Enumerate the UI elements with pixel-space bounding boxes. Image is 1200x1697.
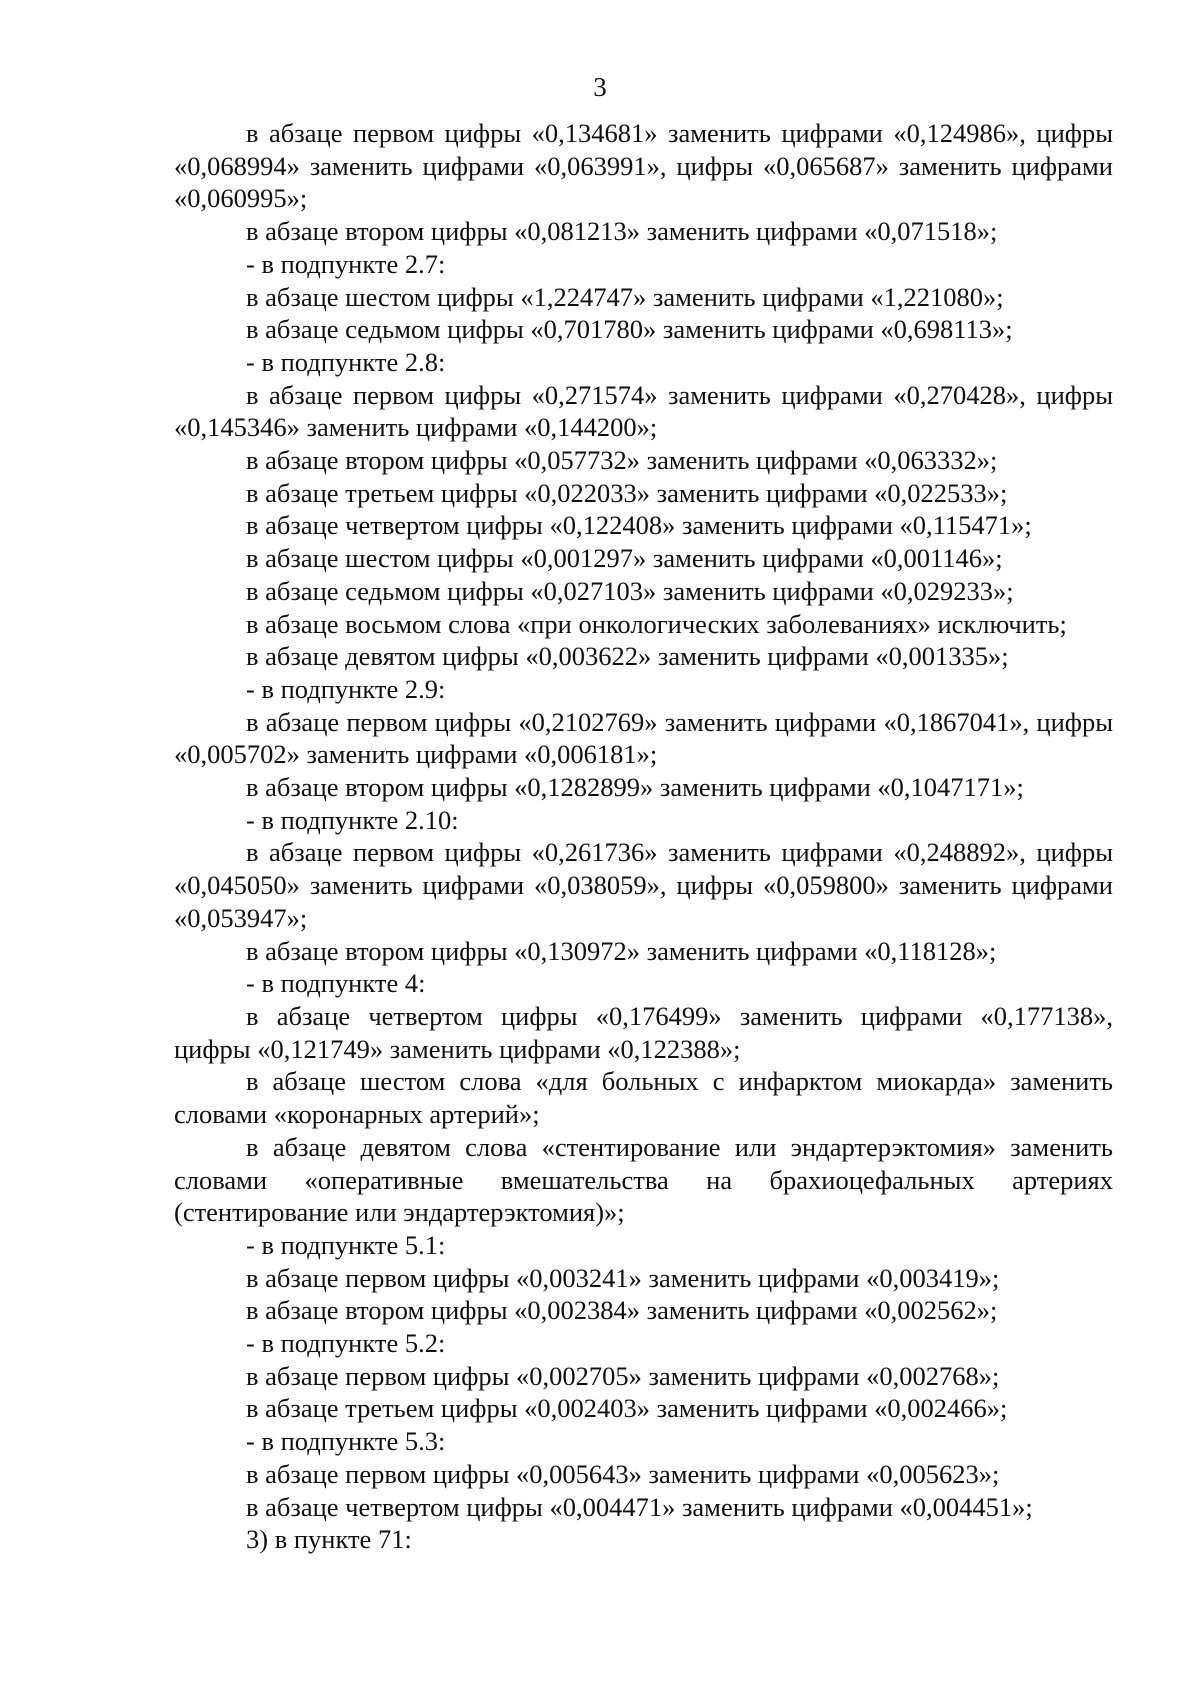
paragraph: в абзаце девятом цифры «0,003622» заменить цифрами «0,001335»;	[246, 641, 1009, 672]
paragraph: - в подпункте 5.1:	[246, 1229, 446, 1260]
paragraph: в абзаце шестом цифры «1,224747» заменить цифрами «1,221080»;	[246, 281, 1004, 312]
paragraph: - в подпункте 2.7:	[246, 248, 446, 279]
paragraph: в абзаце втором цифры «0,081213» заменить цифрами «0,071518»;	[246, 216, 998, 247]
paragraph: в абзаце шестом слова «для больных с инфарктом миокарда» заменить словами «коронарных артерий»;	[174, 1066, 1113, 1130]
paragraph: в абзаце первом цифры «0,002705» заменить цифрами «0,002768»;	[246, 1360, 1000, 1391]
paragraph: - в подпункте 4:	[246, 968, 426, 999]
paragraph: в абзаце первом цифры «0,2102769» заменить цифрами «0,1867041», цифры «0,005702» заменить цифрами «0,006181»;	[174, 706, 1113, 770]
paragraph: в абзаце седьмом цифры «0,027103» заменить цифрами «0,029233»;	[246, 575, 1014, 606]
paragraph: в абзаце восьмом слова «при онкологических заболеваниях» исключить;	[246, 608, 1067, 639]
paragraph: - в подпункте 5.2:	[246, 1328, 446, 1359]
paragraph: в абзаце четвертом цифры «0,122408» заменить цифрами «0,115471»;	[246, 510, 1032, 541]
paragraph: в абзаце девятом слова «стентирование или эндартерэктомия» заменить словами «оперативные вмешательства на брахиоцефальных артериях (стентирование или эндартерэктомия)»;	[174, 1131, 1113, 1228]
paragraph: в абзаце втором цифры «0,1282899» заменить цифрами «0,1047171»;	[246, 772, 1024, 803]
paragraph: в абзаце четвертом цифры «0,176499» заменить цифрами «0,177138», цифры «0,121749» заменить цифрами «0,122388»;	[174, 1000, 1113, 1064]
paragraph: в абзаце первом цифры «0,005643» заменить цифрами «0,005623»;	[246, 1458, 1000, 1489]
paragraph: в абзаце третьем цифры «0,002403» заменить цифрами «0,002466»;	[246, 1393, 1008, 1424]
paragraph: - в подпункте 5.3:	[246, 1426, 446, 1457]
paragraph: - в подпункте 2.8:	[246, 346, 446, 377]
paragraph: 3) в пункте 71:	[246, 1524, 412, 1555]
paragraph: в абзаце шестом цифры «0,001297» заменить цифрами «0,001146»;	[246, 543, 1003, 574]
paragraph: в абзаце четвертом цифры «0,004471» заменить цифрами «0,004451»;	[246, 1491, 1033, 1522]
paragraph: в абзаце втором цифры «0,057732» заменить цифрами «0,063332»;	[246, 445, 998, 476]
page-number: 3	[593, 72, 607, 102]
paragraph: в абзаце третьем цифры «0,022033» заменить цифрами «0,022533»;	[246, 477, 1008, 508]
paragraph: в абзаце первом цифры «0,261736» заменить цифрами «0,248892», цифры «0,045050» заменить цифрами «0,038059», цифры «0,059800» заменить цифрами «0,053947»;	[174, 837, 1113, 933]
paragraph: в абзаце втором цифры «0,002384» заменить цифрами «0,002562»;	[246, 1295, 998, 1326]
paragraph: в абзаце втором цифры «0,130972» заменить цифрами «0,118128»;	[246, 935, 997, 966]
paragraph: в абзаце седьмом цифры «0,701780» заменить цифрами «0,698113»;	[246, 314, 1013, 345]
document-body	[174, 117, 1113, 1556]
paragraph: в абзаце первом цифры «0,134681» заменить цифрами «0,124986», цифры «0,068994» заменить цифрами «0,063991», цифры «0,065687» заменить цифрами «0,060995»;	[174, 118, 1113, 214]
paragraph: в абзаце первом цифры «0,003241» заменить цифрами «0,003419»;	[246, 1262, 1000, 1293]
paragraph: - в подпункте 2.10:	[246, 804, 459, 835]
paragraph: в абзаце первом цифры «0,271574» заменить цифрами «0,270428», цифры «0,145346» заменить цифрами «0,144200»;	[174, 379, 1113, 443]
paragraph: - в подпункте 2.9:	[246, 673, 446, 704]
